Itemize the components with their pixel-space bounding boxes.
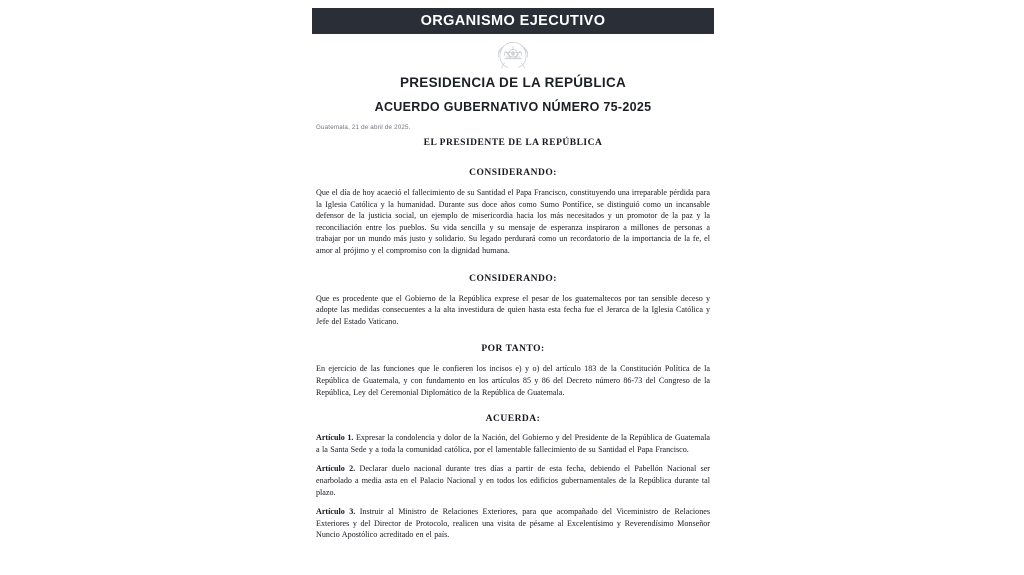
organismo-ejecutivo-banner <box>312 8 714 34</box>
dateline: Guatemala, 21 de abril de 2025. <box>316 124 411 131</box>
considerando-paragraph-2: Que es procedente que el Gobierno de la República exprese el pesar de los guatemaltecos por tan sensible deceso y adopte las medidas consecuentes a la alta investidura de quien hasta esta fecha fue el Jerarca de la Iglesia Católica y Jefe del Estado Vaticano. <box>316 293 710 326</box>
article-3 <box>316 506 710 541</box>
banner-title: ORGANISMO EJECUTIVO <box>420 13 606 29</box>
acuerdo-number-heading: ACUERDO GUBERNATIVO NÚMERO 75-2025 <box>374 100 652 114</box>
article-3-text: Instruir al Ministro de Relaciones Exteriores, para que acompañado del Viceministro de Relaciones Exteriores y del Director de Protocolo, realicen una visita de pésame al Excelentísimo y Reverendísimo Monseñor Nuncio Apostólico acreditado en el país. <box>316 507 710 540</box>
article-2 <box>316 463 710 498</box>
emblem-container <box>312 38 714 70</box>
presidencia-heading: PRESIDENCIA DE LA REPÚBLICA <box>399 75 627 90</box>
article-2-text: Declarar duelo nacional durante tres días a partir de esta fecha, debiendo el Pabellón Nacional ser enarbolado a media asta en el Palacio Nacional y en todos los edificios gubernamentales de la República durante tal plazo. <box>316 464 710 497</box>
considerando-heading-2: CONSIDERANDO: <box>469 273 557 284</box>
presidente-heading: EL PRESIDENTE DE LA REPÚBLICA <box>423 138 603 148</box>
document-body <box>312 138 714 541</box>
article-2-label: Artículo 2. <box>316 464 356 474</box>
considerando-paragraph-1: Que el día de hoy acaeció el fallecimiento de su Santidad el Papa Francisco, constituyendo una irreparable pérdida para la Iglesia Católica y la humanidad. Durante sus doce años como Sumo Pontífice, se distinguió como un incansable defensor de la justicia social, un ejemplo de misericordia hacia los más necesitados y un promotor de la paz y la reconciliación entre los pueblos. Su vida sencilla y su mensaje de esperanza inspiraron a millones de personas a trabajar por un mundo más justo y solidario. Su legado perdurará como un recordatorio de la importancia de la fe, el amor al prójimo y el compromiso con la dignidad humana. <box>316 188 710 255</box>
article-3-label: Artículo 3. <box>316 507 356 517</box>
considerando-heading-1: CONSIDERANDO: <box>469 168 557 178</box>
por-tanto-paragraph: En ejercicio de las funciones que le confieren los incisos e) y o) del artículo 183 de la Constitución Política de la República de Guatemala, y con fundamento en los artículos 85 y 86 del Decreto número 86-73 del Congreso de la República, Ley del Ceremonial Diplomático de la República de Guatemala. <box>316 364 710 397</box>
article-1 <box>316 432 710 455</box>
acuerda-heading: ACUERDA: <box>485 414 541 425</box>
article-1-label: Artículo 1. <box>316 433 354 443</box>
guatemala-coat-of-arms-icon <box>491 38 535 70</box>
document-page <box>312 0 714 575</box>
por-tanto-heading: POR TANTO: <box>481 344 545 355</box>
article-1-text: Expresar la condolencia y dolor de la Nación, del Gobierno y del Presidente de la República de Guatemala a la Santa Sede y a toda la comunidad católica, por el lamentable fallecimiento de su Santidad el Papa Francisco. <box>316 433 710 454</box>
